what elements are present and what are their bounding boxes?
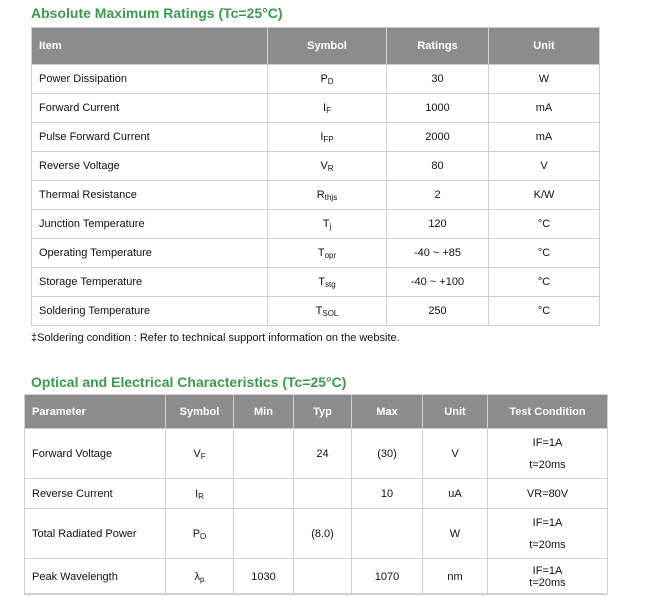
optical-electrical-table (24, 394, 608, 595)
symbol-subscript: O (200, 531, 207, 541)
parameter-cell: Peak Wavelength (25, 559, 166, 595)
rating-cell: 120 (387, 210, 489, 239)
parameter-cell: Reverse Current (25, 479, 166, 509)
symbol-main: V (320, 160, 328, 172)
symbol-main: V (193, 447, 201, 460)
item-cell: Junction Temperature (32, 210, 268, 239)
symbol-main: R (316, 189, 325, 201)
table-row (25, 429, 608, 479)
test-condition-line: IF=1A (532, 516, 563, 529)
item-cell: Soldering Temperature (32, 297, 268, 326)
min-cell (234, 479, 294, 509)
rating-cell: 80 (387, 152, 489, 181)
symbol-subscript: R (198, 491, 204, 501)
table-row (25, 479, 608, 509)
typ-cell: (8.0) (294, 509, 352, 559)
unit-cell: mA (489, 123, 600, 152)
symbol-cell (268, 210, 387, 239)
col-header-parameter: Parameter (25, 395, 166, 429)
rating-cell: 30 (387, 65, 489, 94)
symbol-main: T (315, 305, 323, 317)
item-cell: Operating Temperature (32, 239, 268, 268)
symbol-main: P (320, 73, 328, 85)
symbol-cell (268, 65, 387, 94)
symbol-main: T (317, 247, 325, 259)
table-row (32, 239, 600, 268)
unit-cell: V (423, 429, 488, 479)
rating-cell: 250 (387, 297, 489, 326)
min-cell (234, 429, 294, 479)
unit-cell: °C (489, 210, 600, 239)
test-condition-line: VR=80V (526, 487, 569, 500)
symbol-cell (268, 297, 387, 326)
symbol-cell (166, 479, 234, 509)
rating-cell: 2 (387, 181, 489, 210)
col-header-item: Item (32, 28, 268, 65)
test-condition-cell (488, 559, 608, 595)
parameter-cell: Forward Voltage (25, 429, 166, 479)
unit-cell: uA (423, 479, 488, 509)
col-header-typ: Typ (294, 395, 352, 429)
unit-cell: mA (489, 94, 600, 123)
optical-electrical-title: Optical and Electrical Characteristics (Tc=25°C) (31, 374, 347, 390)
test-condition-line: t=20ms (529, 538, 566, 551)
symbol-subscript: opr (324, 251, 337, 260)
col-header-unit: Unit (423, 395, 488, 429)
symbol-main: P (192, 527, 201, 540)
col-header-unit: Unit (489, 28, 600, 65)
unit-cell: °C (489, 239, 600, 268)
rating-cell: -40 ~ +85 (387, 239, 489, 268)
symbol-subscript: SOL (322, 309, 339, 318)
test-condition-cell (488, 509, 608, 559)
unit-cell: W (423, 509, 488, 559)
typ-cell (294, 559, 352, 595)
col-header-symbol: Symbol (268, 28, 387, 65)
test-condition-line: IF=1A (532, 436, 563, 449)
symbol-subscript: R (327, 164, 334, 173)
table-row (32, 268, 600, 297)
max-cell: (30) (352, 429, 423, 479)
symbol-main: I (195, 487, 199, 500)
parameter-cell: Total Radiated Power (25, 509, 166, 559)
table-row (32, 210, 600, 239)
opt-header-row (25, 395, 608, 429)
item-cell: Thermal Resistance (32, 181, 268, 210)
symbol-cell (268, 123, 387, 152)
table-row (32, 123, 600, 152)
symbol-subscript: F (326, 106, 331, 115)
item-cell: Storage Temperature (32, 268, 268, 297)
symbol-main: T (322, 218, 330, 230)
min-cell: 1030 (234, 559, 294, 595)
symbol-subscript: thjs (324, 193, 338, 202)
symbol-cell (268, 94, 387, 123)
symbol-cell (268, 152, 387, 181)
max-cell (352, 509, 423, 559)
symbol-subscript: j (329, 222, 332, 231)
symbol-cell (166, 429, 234, 479)
abs-max-header-row (32, 28, 600, 65)
unit-cell: W (489, 65, 600, 94)
item-cell: Power Dissipation (32, 65, 268, 94)
soldering-note: ‡Soldering condition : Refer to technical support information on the website. (31, 332, 400, 344)
item-cell: Forward Current (32, 94, 268, 123)
table-row (32, 297, 600, 326)
test-condition-line: IF=1A (532, 564, 563, 577)
table-row (32, 94, 600, 123)
symbol-subscript: F (200, 451, 206, 461)
typ-cell: 24 (294, 429, 352, 479)
table-row (32, 181, 600, 210)
symbol-subscript: p (200, 574, 205, 584)
unit-cell: °C (489, 297, 600, 326)
unit-cell: K/W (489, 181, 600, 210)
bottom-divider (24, 593, 606, 594)
abs-max-table (31, 27, 600, 326)
symbol-main: I (323, 102, 327, 114)
test-condition-line: t=20ms (529, 576, 566, 589)
max-cell: 1070 (352, 559, 423, 595)
symbol-main: T (318, 276, 326, 288)
table-row (32, 65, 600, 94)
table-row (32, 152, 600, 181)
test-condition-line: t=20ms (529, 458, 566, 471)
symbol-main: λ (194, 570, 201, 583)
symbol-subscript: stg (325, 280, 336, 289)
abs-max-title: Absolute Maximum Ratings (Tc=25°C) (31, 5, 283, 21)
symbol-cell (166, 559, 234, 595)
symbol-cell (268, 268, 387, 297)
unit-cell: °C (489, 268, 600, 297)
symbol-cell (268, 239, 387, 268)
col-header-min: Min (234, 395, 294, 429)
max-cell: 10 (352, 479, 423, 509)
symbol-main: I (320, 131, 324, 143)
rating-cell: 1000 (387, 94, 489, 123)
symbol-cell (268, 181, 387, 210)
test-condition-cell (488, 479, 608, 509)
table-row (25, 509, 608, 559)
unit-cell: V (489, 152, 600, 181)
item-cell: Pulse Forward Current (32, 123, 268, 152)
rating-cell: 2000 (387, 123, 489, 152)
col-header-symbol: Symbol (166, 395, 234, 429)
symbol-subscript: D (327, 77, 334, 86)
col-header-max: Max (352, 395, 423, 429)
rating-cell: -40 ~ +100 (387, 268, 489, 297)
item-cell: Reverse Voltage (32, 152, 268, 181)
symbol-subscript: FP (323, 135, 334, 144)
col-header-test-condition: Test Condition (488, 395, 608, 429)
min-cell (234, 509, 294, 559)
typ-cell (294, 479, 352, 509)
unit-cell: nm (423, 559, 488, 595)
table-row (25, 559, 608, 595)
test-condition-cell (488, 429, 608, 479)
symbol-cell (166, 509, 234, 559)
col-header-ratings: Ratings (387, 28, 489, 65)
